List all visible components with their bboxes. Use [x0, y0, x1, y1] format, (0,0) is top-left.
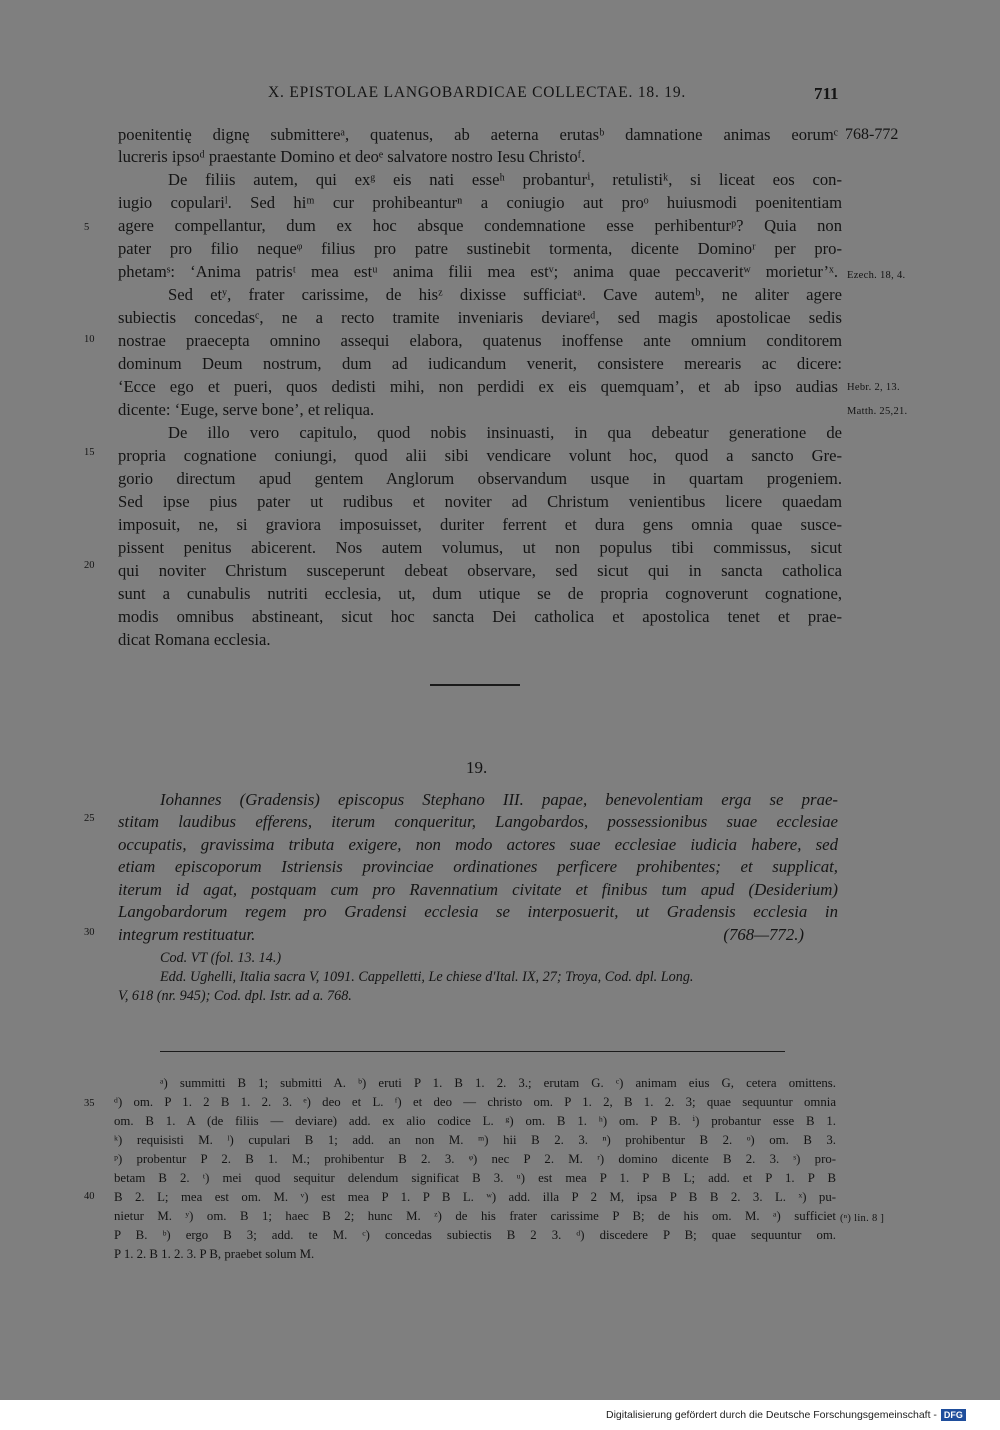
regest-line: etiam episcoporum Istriensis provinciae ordinationes perficere prohibentes; et supplicat, — [118, 857, 838, 876]
line-number: 40 — [84, 1191, 95, 1202]
line-number: 35 — [84, 1098, 95, 1109]
body-line: ‘Ecce ego et pueri, quos dedisti mihi, non perdidi ex eis quemquam’, et ab ipso audias — [118, 377, 838, 396]
credit-text: Digitalisierung gefördert durch die Deutsche Forschungsgemeinschaft - — [606, 1409, 937, 1421]
body-line: dominum Deum nostrum, dum ad iudicandum venerit, consistere merearis ac dicere: — [118, 354, 842, 373]
footnote-line: ᵃ) summitti B 1; submitti A. ᵇ) eruti P 1. B 1. 2. 3.; erutam G. ᶜ) animam eius G, cetera omittens. — [160, 1076, 836, 1090]
footnote-line: B 2. L; mea est om. M. ᵛ) est mea P 1. P B L. ʷ) add. illa P 2 M, ipsa P B B 2. 3. L. ˣ) pu- — [114, 1190, 836, 1204]
body-line: qui noviter Christum susceperunt debeat observare, sed sicut qui in sancta catholica — [118, 561, 842, 580]
body-line: gorio directum apud gentem Anglorum observandum usque in quartam progeniem. — [118, 469, 842, 488]
margin-date: 768-772 — [845, 126, 899, 143]
footnote-line: ᵏ) requisisti M. ˡ) cupulari B 1; add. an non M. ᵐ) hii B 2. 3. ⁿ) prohibentur B 2. ᵒ) om. B 3. — [114, 1133, 836, 1147]
regest-line: Langobardorum regem pro Gradensi ecclesia se interposuerit, ut Gradensis ecclesia in — [118, 902, 838, 921]
section-divider — [430, 684, 520, 686]
line-number: 30 — [84, 927, 95, 938]
body-line: dicente: ‘Euge, serve bone’, et reliqua. — [118, 400, 375, 419]
edition-line: Edd. Ughelli, Italia sacra V, 1091. Cappelletti, Le chiese d'Ital. IX, 27; Troya, Cod. dpl. Long. — [160, 969, 694, 985]
margin-lin-ref: (ⁿ) lin. 8 ] — [840, 1213, 885, 1224]
footnote-line: nietur M. ʸ) om. B 1; haec B 2; hunc M. ᶻ) de his frater carissime P B; de his om. M. ᵃ) sufficiet — [114, 1209, 836, 1223]
regest-line — [118, 924, 838, 947]
footnote-line: ᵈ) om. P 1. 2 B 1. 2. 3. ᵉ) deo et L. ᶠ) et deo — christo om. P 1. 2, B 1. 2. 3; quae sequuntur omnia — [114, 1095, 836, 1109]
line-number: 10 — [84, 334, 95, 345]
footnote-line: P B. ᵇ) ergo B 3; add. te M. ᶜ) concedas subiectis B 2 3. ᵈ) discedere P B; quae sequuntur om. — [114, 1228, 836, 1242]
line-number: 5 — [84, 222, 90, 233]
digitization-credit — [606, 1409, 966, 1421]
regest-line: occupatis, gravissima tributa exigere, non modo actores suae ecclesiae iudicia habere, sed — [118, 835, 838, 854]
body-line: dicat Romana ecclesia. — [118, 630, 271, 649]
line-number: 15 — [84, 447, 95, 458]
body-line: phetamˢ: ‘Anima patrisᵗ mea estᵘ anima filii mea estᵛ; anima quae peccaveritʷ morietur’ˣ. — [118, 262, 838, 281]
body-line: pissent penitus abicerent. Nos autem volumus, ut non populus tibi commissus, sicut — [118, 538, 842, 557]
codex-line: Cod. VT (fol. 13. 14.) — [160, 950, 282, 966]
margin-ref-matth: Matth. 25,21. — [847, 406, 908, 417]
body-line: subiectis concedasᶜ, ne a recto tramite inveniaris deviareᵈ, sed magis apostolicae sedis — [118, 308, 842, 327]
body-line: poenitentię dignę submittereᵃ, quatenus, ab aeterna erutasᵇ damnatione animas eorumᶜ — [118, 125, 838, 144]
body-line: pater pro filio nequeᵠ filius pro patre sustinebit tormenta, dicente Dominoʳ per pro- — [118, 239, 842, 258]
body-line: lucreris ipsoᵈ praestante Domino et deoᵉ salvatore nostro Iesu Christoᶠ. — [118, 147, 586, 166]
line-number: 25 — [84, 813, 95, 824]
footnote-line: P 1. 2. B 1. 2. 3. P B, praebet solum M. — [114, 1247, 315, 1261]
margin-ref-ezech: Ezech. 18, 4. — [847, 270, 906, 281]
body-line: agere compellantur, dum ex hoc absque condemnatione esse perhibenturᵖ? Quia non — [118, 216, 842, 235]
regest-line: Iohannes (Gradensis) episcopus Stephano III. papae, benevolentiam erga se prae- — [160, 790, 838, 809]
line-number: 20 — [84, 560, 95, 571]
regest-line: stitam laudibus efferens, iterum conqueritur, Langobardos, possessionibus suae ecclesiae — [118, 812, 838, 831]
footnote-divider — [160, 1051, 785, 1052]
footnote-line: ᵖ) probentur P 2. B 1. M.; prohibentur B 2. 3. ᵠ) nec P 2. M. ʳ) domino dicente B 2. 3. ˢ) pro- — [114, 1152, 836, 1166]
document-number: 19. — [466, 758, 488, 777]
footnote-line: betam B 2. ᵗ) mei quod sequitur delendum significat B 3. ᵘ) est mea P 1. P B L; add. et P 1. P B — [114, 1171, 836, 1185]
regest-line: iterum id agat, postquam cum pro Ravennatium civitate et finibus tum apud (Desiderium) — [118, 880, 838, 899]
body-line: Sed etʸ, frater carissime, de hisᶻ dixisse sufficiatᵃ. Cave autemᵇ, ne aliter agere — [168, 285, 842, 304]
body-line: nostrae praecepta omnino assequi elabora, quatenus inoffense ante omnium conditorem — [118, 331, 842, 350]
running-title: X. EPISTOLAE LANGOBARDICAE COLLECTAE. 18. 19. — [268, 84, 687, 101]
body-line: propria cognatione coniungi, quod alii sibi vendicare volunt hoc, quod a sancto Gre- — [118, 446, 842, 465]
footnote-line: om. B 1. A (de filiis — deviare) add. ex alio codice L. ᵍ) om. B 1. ʰ) om. P B. ⁱ) probantur esse B 1. — [114, 1114, 836, 1128]
body-line: iugio copulariˡ. Sed hiᵐ cur prohibeanturⁿ a coniugio aut proᵒ huiusmodi poenitentiam — [118, 193, 842, 212]
page-number: 711 — [814, 84, 839, 103]
dfg-logo: DFG — [941, 1409, 966, 1421]
regest-final-text: integrum restituatur. — [118, 925, 256, 944]
body-line: Sed ipse pius pater ut rudibus et noviter ad Christum venientibus licere quaedam — [118, 492, 842, 511]
body-line: modis omnibus abstineant, sicut hoc sancta Dei catholica et apostolica tenet et prae- — [118, 607, 842, 626]
regest-date: (768—772.) — [723, 925, 804, 944]
edition-line: V, 618 (nr. 945); Cod. dpl. Istr. ad a. 768. — [118, 988, 352, 1004]
body-line: De filiis autem, qui exᵍ eis nati esseʰ probanturⁱ, retulistiᵏ, si liceat eos con- — [168, 170, 842, 189]
margin-ref-hebr: Hebr. 2, 13. — [847, 382, 900, 393]
body-line: imposuit, ne, si graviora imposuisset, duriter ferrent et dura gens omnia quae susce- — [118, 515, 842, 534]
body-line: sunt a cunabulis nutriti ecclesia, ut, dum utique se de propria cognoverunt cognatione, — [118, 584, 842, 603]
body-line: De illo vero capitulo, quod nobis insinuasti, in qua debeatur generatione de — [168, 423, 842, 442]
